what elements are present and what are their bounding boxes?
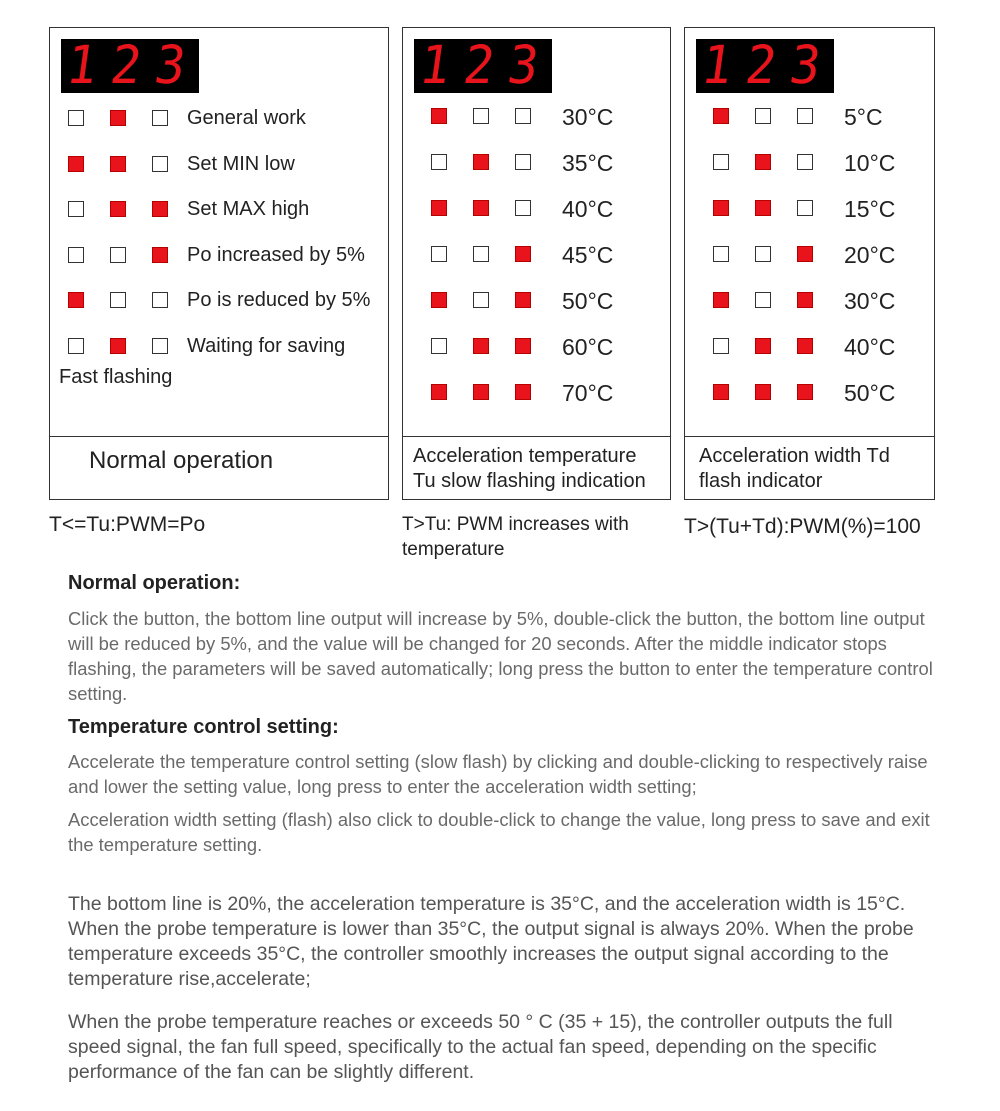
led-off-indicator bbox=[110, 292, 126, 308]
indicator-label: Po is reduced by 5% bbox=[187, 289, 371, 311]
led-off-indicator bbox=[515, 154, 531, 170]
led-off-indicator bbox=[797, 200, 813, 216]
led-on-indicator bbox=[713, 384, 729, 400]
panel-acceleration-temperature bbox=[402, 27, 671, 500]
led-off-indicator bbox=[515, 200, 531, 216]
led-off-indicator bbox=[68, 247, 84, 263]
normal-operation-body: Click the button, the bottom line output will increase by 5%, double-click the button, the bottom line output will be reduced by 5%, and the value will be changed for 20 seconds. After the middle indicator stops flashing, the parameters will be saved automatically; long press the button to enter the temperature control setting. bbox=[68, 608, 933, 704]
indicator-label: 45°C bbox=[562, 242, 614, 268]
led-off-indicator bbox=[110, 247, 126, 263]
led-off-indicator bbox=[755, 292, 771, 308]
indicator-row bbox=[50, 289, 388, 313]
led-off-indicator bbox=[713, 246, 729, 262]
led-on-indicator bbox=[110, 156, 126, 172]
indicator-label: 40°C bbox=[844, 334, 896, 360]
indicator-label: 40°C bbox=[562, 196, 614, 222]
led-on-indicator bbox=[473, 200, 489, 216]
panel-acceleration-width bbox=[684, 27, 935, 500]
formula-normal: T<=Tu:PWM=Po bbox=[49, 513, 206, 536]
indicator-row bbox=[403, 289, 670, 313]
indicator-label: 5°C bbox=[844, 104, 883, 130]
led-off-indicator bbox=[152, 292, 168, 308]
indicator-label: Set MAX high bbox=[187, 198, 310, 220]
indicator-row bbox=[685, 243, 934, 267]
normal-operation-heading: Normal operation: bbox=[68, 572, 241, 594]
led-on-indicator bbox=[431, 292, 447, 308]
led-on-indicator bbox=[110, 201, 126, 217]
indicator-row bbox=[403, 105, 670, 129]
panel-footer-line1: Acceleration width Td bbox=[699, 445, 890, 467]
led-off-indicator bbox=[68, 201, 84, 217]
led-off-indicator bbox=[473, 108, 489, 124]
indicator-row bbox=[685, 151, 934, 175]
indicator-row bbox=[685, 381, 934, 405]
divider bbox=[403, 436, 670, 437]
led-off-indicator bbox=[152, 156, 168, 172]
led-on-indicator bbox=[515, 246, 531, 262]
led-on-indicator bbox=[755, 200, 771, 216]
indicator-row bbox=[50, 107, 388, 131]
led-on-indicator bbox=[473, 338, 489, 354]
indicator-label: 30°C bbox=[844, 288, 896, 314]
led-off-indicator bbox=[797, 154, 813, 170]
indicator-row bbox=[685, 105, 934, 129]
indicator-label: 60°C bbox=[562, 334, 614, 360]
indicator-label: Set MIN low bbox=[187, 152, 295, 175]
led-on-indicator bbox=[797, 246, 813, 262]
led-off-indicator bbox=[755, 108, 771, 124]
indicator-label: 20°C bbox=[844, 242, 896, 268]
divider bbox=[50, 436, 388, 437]
led-on-indicator bbox=[110, 110, 126, 126]
led-display bbox=[414, 34, 557, 96]
led-on-indicator bbox=[68, 292, 84, 308]
indicator-label: 35°C bbox=[562, 150, 614, 176]
indicator-row bbox=[403, 197, 670, 221]
indicator-row bbox=[403, 381, 670, 405]
panel-normal-operation bbox=[49, 27, 389, 500]
indicator-row bbox=[685, 335, 934, 359]
indicator-row bbox=[685, 289, 934, 313]
indicator-label: 15°C bbox=[844, 196, 896, 222]
indicator-row bbox=[403, 243, 670, 267]
display-digits: 123 bbox=[415, 34, 557, 96]
led-off-indicator bbox=[431, 154, 447, 170]
led-display bbox=[696, 34, 839, 96]
led-on-indicator bbox=[152, 201, 168, 217]
indicator-row bbox=[403, 151, 670, 175]
led-on-indicator bbox=[473, 384, 489, 400]
led-on-indicator bbox=[755, 154, 771, 170]
led-off-indicator bbox=[473, 246, 489, 262]
led-on-indicator bbox=[755, 384, 771, 400]
temperature-setting-body-1: Accelerate the temperature control setting (slow flash) by clicking and double-clicking to respectively raise and lower the setting value, long press to enter the acceleration width setting; bbox=[68, 751, 928, 797]
led-off-indicator bbox=[68, 110, 84, 126]
indicator-label: 70°C bbox=[562, 380, 614, 406]
panel-footer-line2: flash indicator bbox=[699, 470, 823, 492]
formula-accel-temp-line1: T>Tu: PWM increases with bbox=[402, 514, 629, 535]
led-off-indicator bbox=[713, 338, 729, 354]
example-paragraph-1: The bottom line is 20%, the acceleration temperature is 35°C, and the acceleration width is 15°C. When the probe temperature is lower than 35°C, the output signal is always 20%. When the probe temperature exceeds 35°C, the controller smoothly increases the output signal according to the temperature rise,accelerate; bbox=[68, 893, 914, 990]
led-on-indicator bbox=[68, 156, 84, 172]
display-digits: 123 bbox=[697, 34, 839, 96]
led-off-indicator bbox=[431, 246, 447, 262]
led-on-indicator bbox=[713, 292, 729, 308]
led-on-indicator bbox=[515, 384, 531, 400]
led-on-indicator bbox=[152, 247, 168, 263]
led-off-indicator bbox=[473, 292, 489, 308]
indicator-row bbox=[50, 335, 388, 359]
panel-footer-line2: Tu slow flashing indication bbox=[413, 470, 646, 492]
led-on-indicator bbox=[515, 292, 531, 308]
led-off-indicator bbox=[152, 110, 168, 126]
panel-footer-line1: Acceleration temperature bbox=[413, 445, 637, 467]
led-on-indicator bbox=[431, 384, 447, 400]
indicator-row bbox=[50, 198, 388, 222]
temperature-setting-body-2: Acceleration width setting (flash) also click to double-click to change the value, long press to save and exit the temperature setting. bbox=[68, 809, 930, 855]
led-on-indicator bbox=[755, 338, 771, 354]
example-paragraph-2: When the probe temperature reaches or exceeds 50 ° C (35 + 15), the controller outputs the full speed signal, the fan full speed, specifically to the actual fan speed, depending on the specific performance of the fan can be slightly different. bbox=[68, 1011, 893, 1083]
indicator-row bbox=[685, 197, 934, 221]
led-on-indicator bbox=[110, 338, 126, 354]
divider bbox=[685, 436, 934, 437]
led-off-indicator bbox=[755, 246, 771, 262]
led-off-indicator bbox=[713, 154, 729, 170]
indicator-label: General work bbox=[187, 107, 306, 129]
led-on-indicator bbox=[713, 108, 729, 124]
indicator-label: 50°C bbox=[844, 380, 896, 406]
indicator-label: 50°C bbox=[562, 288, 614, 314]
formula-accel-temp-line2: temperature bbox=[402, 539, 505, 560]
indicator-label: Po increased by 5% bbox=[187, 243, 365, 266]
led-off-indicator bbox=[431, 338, 447, 354]
indicator-label: Waiting for saving bbox=[187, 334, 346, 357]
led-display bbox=[61, 34, 204, 96]
led-off-indicator bbox=[797, 108, 813, 124]
led-on-indicator bbox=[431, 108, 447, 124]
led-on-indicator bbox=[797, 292, 813, 308]
led-on-indicator bbox=[713, 200, 729, 216]
indicator-label: 30°C bbox=[562, 104, 614, 130]
led-off-indicator bbox=[152, 338, 168, 354]
display-digits: 123 bbox=[62, 34, 204, 96]
fast-flashing-note: Fast flashing bbox=[59, 366, 173, 388]
indicator-row bbox=[50, 244, 388, 268]
temperature-setting-heading: Temperature control setting: bbox=[68, 716, 339, 738]
indicator-row bbox=[403, 335, 670, 359]
led-on-indicator bbox=[515, 338, 531, 354]
formula-accel-width: T>(Tu+Td):PWM(%)=100 bbox=[684, 515, 921, 538]
led-off-indicator bbox=[515, 108, 531, 124]
led-on-indicator bbox=[797, 384, 813, 400]
indicator-label: 10°C bbox=[844, 150, 896, 176]
led-on-indicator bbox=[473, 154, 489, 170]
led-on-indicator bbox=[797, 338, 813, 354]
indicator-row bbox=[50, 153, 388, 177]
panel-footer-title: Normal operation bbox=[89, 447, 274, 474]
led-off-indicator bbox=[68, 338, 84, 354]
led-on-indicator bbox=[431, 200, 447, 216]
